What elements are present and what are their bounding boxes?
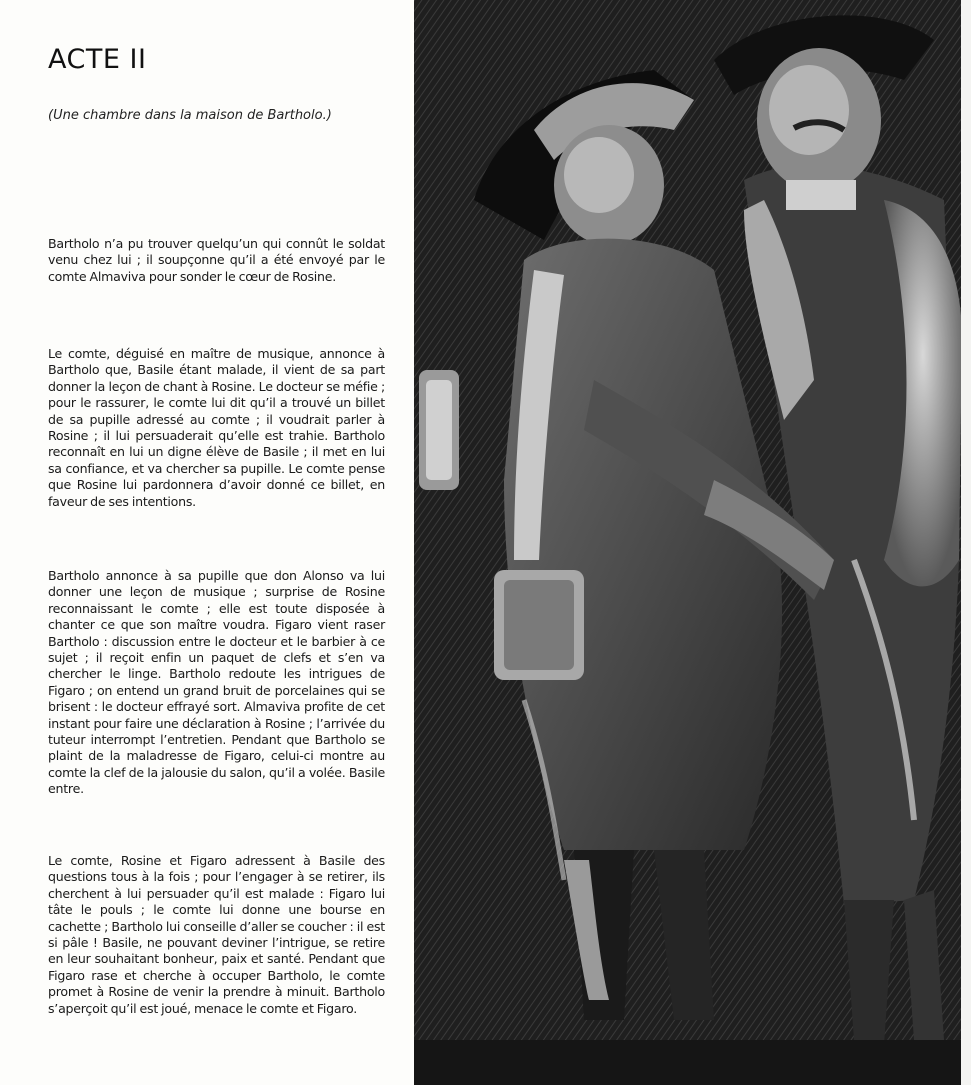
synopsis-paragraph-3: Bartholo annonce à sa pupille que don Alonso va lui donner une leçon de musique ; surprise de Rosine reconnaissant le comte ; elle est toute disposée à chanter ce que son maître voudra. Figaro vient raser Bartholo : discussion entre le docteur et le barbier à ce sujet ; il reçoit enfin un paquet de clefs et s’en va chercher le linge. Bartholo redoute les intrigues de Figaro ; on entend un grand bruit de porcelaines qui se brisent : le docteur effrayé sort. Almaviva profite de cet instant pour faire une déclaration à Rosine ; l’arrivée du tuteur interrompt l’entretien. Pendant que Bartholo se plaint de la maladresse de Figaro, celui-ci montre au comte la clef de la jalousie du salon, qu’il a volée. Basile entre. — [48, 568, 385, 797]
scene-setting: (Une chambre dans la maison de Bartholo.) — [48, 108, 332, 123]
act-title: ACTE II — [48, 44, 147, 75]
page-edge — [961, 0, 971, 1085]
two-figures-illustration-icon — [414, 0, 971, 1085]
synopsis-paragraph-4: Le comte, Rosine et Figaro adressent à Basile des questions tous à la fois ; pour l’engager à se retirer, ils cherchent à lui persuader qu’il est malade : Figaro lui tâte le pouls ; le comte lui donne une bourse en cachette ; Bartholo lui conseille d’aller se coucher : il est si pâle ! Basile, ne pouvant deviner l’intrigue, se retire en leur souhaitant bonheur, paix et santé. Pendant que Figaro rase et cherche à occuper Bartholo, le comte promet à Rosine de venir la prendre à minuit. Bartholo s’aperçoit qu’il est joué, menace le comte et Figaro. — [48, 853, 385, 1016]
illustration-drawing — [414, 0, 971, 1085]
synopsis-paragraph-2: Le comte, déguisé en maître de musique, annonce à Bartholo que, Basile étant malade, il vient de sa part donner la leçon de chant à Rosine. Le docteur se méfie ; pour le rassurer, le comte lui dit qu’il a trouvé un billet de sa pupille adressé au comte ; il voudrait parler à Rosine ; il lui persuaderait qu’elle est trahie. Bartholo reconnaît en lui un digne élève de Basile ; il met en lui sa confiance, et va chercher sa pupille. Le comte pense que Rosine lui pardonnera d’avoir donné ce billet, en faveur de ses intentions. — [48, 346, 385, 509]
synopsis-paragraph-1: Bartholo n’a pu trouver quelqu’un qui connût le soldat venu chez lui ; il soupçonne qu’il a été envoyé par le comte Almaviva pour sonder le cœur de Rosine. — [48, 236, 385, 284]
text-column — [0, 0, 414, 1085]
